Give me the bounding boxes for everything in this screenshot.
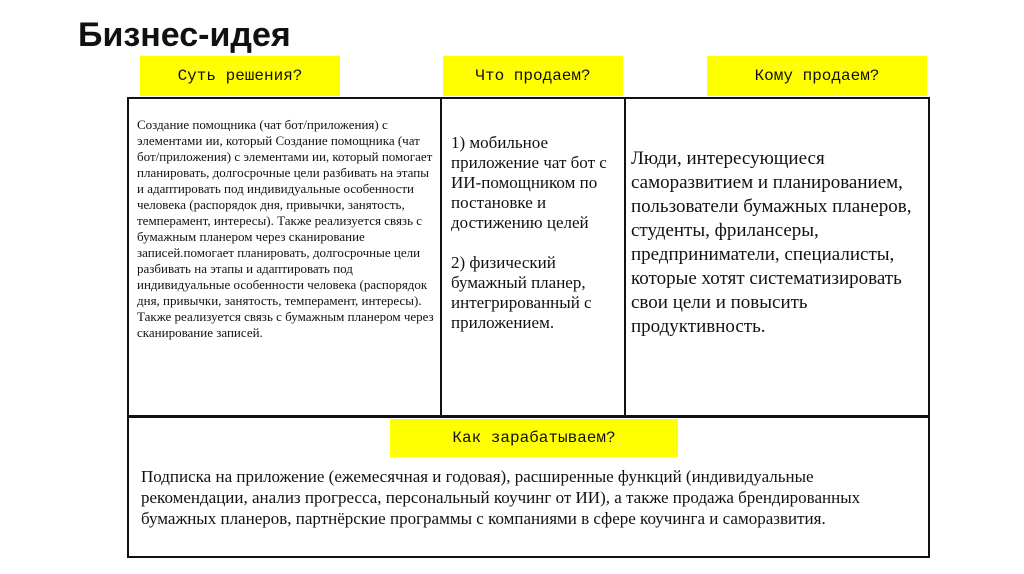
column-divider-1 (440, 97, 442, 417)
whom-text: Люди, интересующиеся саморазвитием и планированием, пользователи бумажных планеров, студенты, фрилансеры, предприниматели, специалисты, которые хотят систематизировать свои цели и повысить продуктивность. (631, 148, 912, 337)
label-whom: Кому продаем? (707, 56, 927, 96)
solution-text: Создание помощника (чат бот/приложения) с элементами ии, который Создание помощника (чат бот/приложения) с элементами ии, который помогает планировать, долгосрочные цели разбивать на этапы и адаптировать под индивидуальные особенности человека (распорядок дня, привычки, занятость, темперамент, интересы). Также реализуется связь с бумажным планером через сканирование записей.помогает планировать, долгосрочные цели разбивать на этапы и адаптировать под индивидуальные особенности человека (распорядок дня, привычки, занятость, темперамент, интересы). Также реализуется связь с бумажным планером через сканирование записей. (137, 117, 434, 340)
what-item-app: 1) мобильное приложение чат бот с ИИ-помощником по постановке и достижению целей (451, 133, 607, 232)
what-list (451, 133, 621, 333)
label-solution: Суть решения? (140, 56, 340, 96)
page-title: Бизнес-идея (78, 16, 291, 54)
label-earn: Как зарабатываем? (390, 419, 678, 457)
what-item-planner: 2) физический бумажный планер, интегрированный с приложением. (451, 253, 592, 332)
earn-text: Подписка на приложение (ежемесячная и годовая), расширенные функций (индивидуальные рекомендации, анализ прогресса, персональный коучинг от ИИ), а также продажа брендированных бумажных планеров, партнёрские программы с компаниями в сфере коучинга и саморазвития. (141, 467, 861, 528)
label-what: Что продаем? (443, 56, 623, 96)
column-divider-2 (624, 97, 626, 417)
